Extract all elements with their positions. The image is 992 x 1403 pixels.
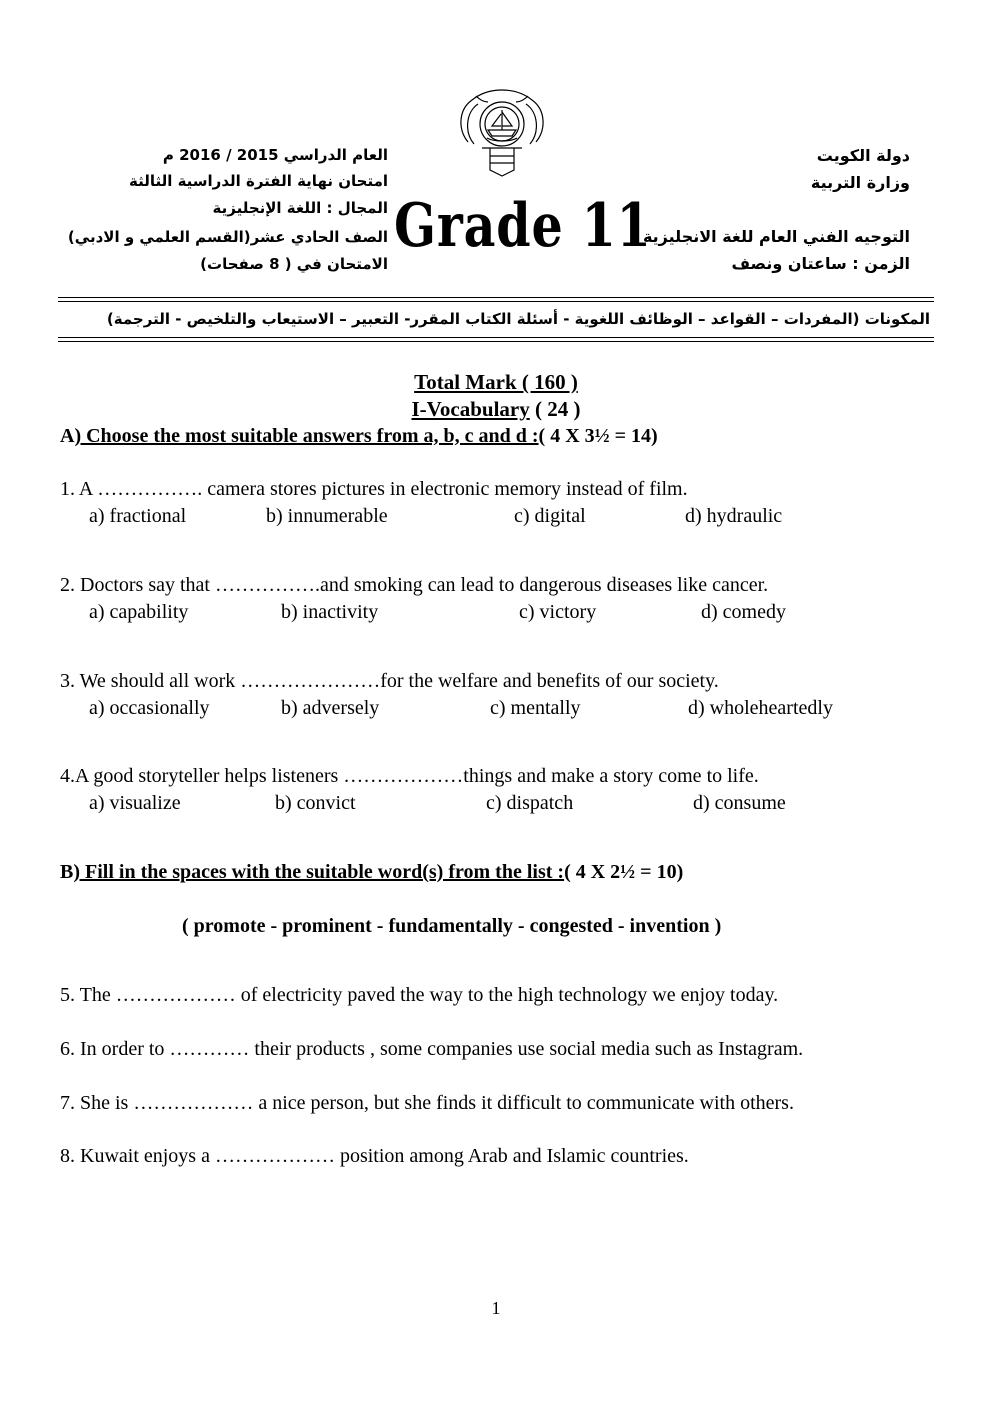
question-4: 4.A good storyteller helps listeners ………………things and make a story come to life. [60,765,759,787]
country-name: دولة الكويت [816,146,910,165]
q3-option-a: a) occasionally [89,697,210,719]
supervision-dept: التوجيه الفني العام للغة الانجليزية [642,227,910,246]
header-rule-top-2 [58,301,934,302]
part-b-marks: ( 4 X 2½ = 10) [564,861,684,883]
exam-pages: الامتحان في ( 8 صفحات) [200,255,388,273]
section-title: I-Vocabulary [411,397,530,421]
q2-option-c: c) victory [519,601,597,623]
header-rule-bottom-2 [58,341,934,342]
q4-option-b: b) convict [275,792,356,814]
question-7: 7. She is ……………… a nice person, but she finds it difficult to communicate with others. [60,1092,794,1114]
part-b-heading [60,861,683,884]
academic-year: العام الدراسي 2015 / 2016 م [162,146,388,164]
q4-option-a: a) visualize [89,792,181,814]
q4-option-c: c) dispatch [486,792,574,814]
exam-term: امتحان نهاية الفترة الدراسية الثالثة [128,172,388,190]
exam-duration: الزمن : ساعتان ونصف [731,254,910,273]
grade-title: Grade 11 [394,191,652,261]
q2-option-d: d) comedy [701,601,786,623]
question-2: 2. Doctors say that …………….and smoking can lead to dangerous diseases like cancer. [60,574,769,596]
section-marks: ( 24 ) [529,397,581,421]
part-b-letter: B [60,861,74,883]
question-8: 8. Kuwait enjoys a ……………… position among Arab and Islamic countries. [60,1145,689,1167]
section-vocabulary-title [0,397,992,422]
q1-option-c: c) digital [514,505,586,527]
q1-option-a: a) fractional [89,505,187,527]
question-5: 5. The ……………… of electricity paved the way to the high technology we enjoy today. [60,984,779,1006]
q1-option-d: d) hydraulic [685,505,783,527]
total-mark: Total Mark ( 160 ) [414,370,578,394]
q3-option-b: b) adversely [281,697,380,719]
part-a-marks: ( 4 X 3½ = 14) [538,425,658,447]
q3-option-d: d) wholeheartedly [688,697,833,719]
q4-option-d: d) consume [693,792,786,814]
header-rule-bottom [58,337,934,338]
ministry-name: وزارة التربية [810,173,910,192]
kuwait-emblem [454,86,550,178]
q2-option-b: b) inactivity [281,601,379,623]
part-a-title: ) Choose the most suitable answers from a, b, c and d : [74,425,539,447]
q2-option-a: a) capability [89,601,189,623]
question-1: 1. A ……………. camera stores pictures in electronic memory instead of film. [60,478,688,500]
part-b-title: ) Fill in the spaces with the suitable word(s) from the list : [73,861,565,883]
question-6: 6. In order to ………… their products , some companies use social media such as Instagram. [60,1038,804,1060]
header-rule-top [58,297,934,298]
q1-option-b: b) innumerable [266,505,388,527]
exam-subject: المجال : اللغة الإنجليزية [212,199,388,217]
part-a-letter: A [60,425,75,447]
question-3: 3. We should all work …………………for the welfare and benefits of our society. [60,670,719,692]
part-a-heading [60,425,658,448]
q3-option-c: c) mentally [490,697,581,719]
exam-components: المكونات (المفردات – القواعد – الوظائف اللغوية - أسئلة الكتاب المقرر- التعبير – الاستيعاب والتلخيص - الترجمة) [106,310,930,328]
word-list: ( promote - prominent - fundamentally - congested - invention ) [182,915,722,937]
exam-grade-section: الصف الحادي عشر(القسم العلمي و الادبي) [67,228,388,246]
page-number: 1 [491,1298,501,1318]
